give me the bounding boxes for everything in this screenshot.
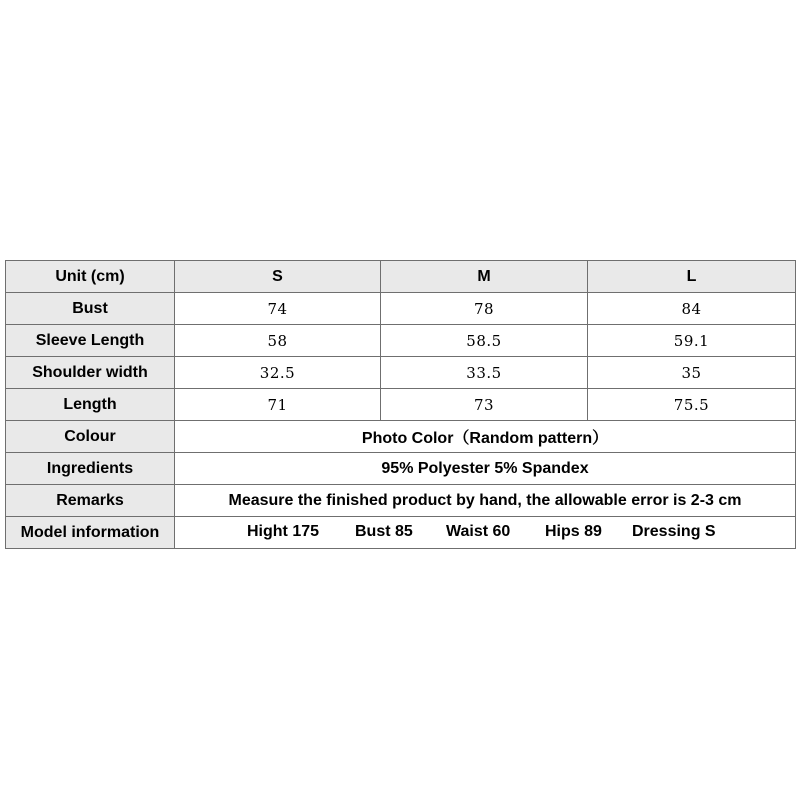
colour-value: Photo Color（Random pattern） (175, 421, 796, 453)
length-m: 73 (381, 389, 588, 421)
size-header-m: M (381, 261, 588, 293)
bust-l: 84 (588, 293, 796, 325)
ingredients-value: 95% Polyester 5% Spandex (175, 453, 796, 485)
row-label-length: Length (6, 389, 175, 421)
shoulder-m: 33.5 (381, 357, 588, 389)
table-row (6, 389, 796, 421)
shoulder-l: 35 (588, 357, 796, 389)
bust-m: 78 (381, 293, 588, 325)
sleeve-s: 58 (175, 325, 381, 357)
sleeve-m: 58.5 (381, 325, 588, 357)
model-hips: Hips 89 (545, 522, 602, 540)
model-dressing: Dressing S (632, 522, 716, 540)
table-row (6, 357, 796, 389)
size-header-l: L (588, 261, 796, 293)
remarks-value: Measure the finished product by hand, the allowable error is 2-3 cm (175, 485, 796, 517)
row-label-ingredients: Ingredients (6, 453, 175, 485)
table-row (6, 421, 796, 453)
model-information-value (175, 517, 796, 549)
table-row (6, 485, 796, 517)
row-label-sleeve-length: Sleeve Length (6, 325, 175, 357)
length-l: 75.5 (588, 389, 796, 421)
model-height: Hight 175 (247, 522, 320, 540)
size-chart-table (5, 260, 796, 549)
header-row (6, 261, 796, 293)
length-s: 71 (175, 389, 381, 421)
row-label-shoulder-width: Shoulder width (6, 357, 175, 389)
row-label-colour: Colour (6, 421, 175, 453)
model-bust: Bust 85 (355, 522, 413, 540)
sleeve-l: 59.1 (588, 325, 796, 357)
table-row (6, 293, 796, 325)
row-label-model-information: Model information (6, 517, 175, 549)
table-row (6, 517, 796, 549)
row-label-bust: Bust (6, 293, 175, 325)
size-header-s: S (175, 261, 381, 293)
row-label-remarks: Remarks (6, 485, 175, 517)
table-row (6, 325, 796, 357)
table-row (6, 453, 796, 485)
bust-s: 74 (175, 293, 381, 325)
unit-header: Unit (cm) (6, 261, 175, 293)
model-waist: Waist 60 (446, 522, 511, 540)
shoulder-s: 32.5 (175, 357, 381, 389)
